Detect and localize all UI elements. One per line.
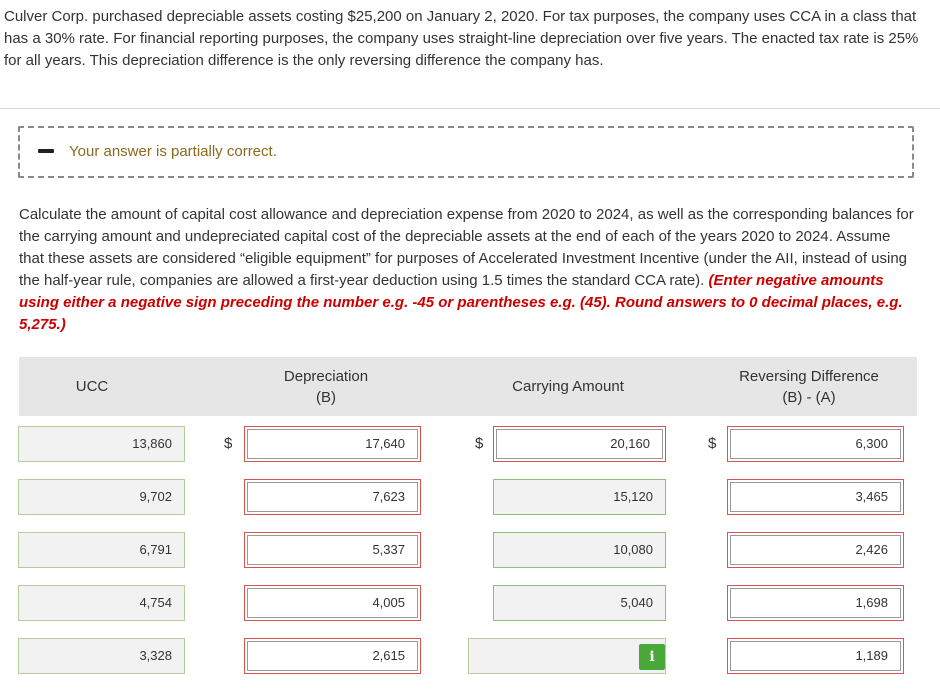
info-icon[interactable]: i xyxy=(639,644,665,670)
table-header xyxy=(19,357,917,416)
currency-symbol: $ xyxy=(708,435,717,452)
reversing-difference-input[interactable]: 6,300 xyxy=(727,426,904,462)
reversing-difference-input[interactable]: 2,426 xyxy=(727,532,904,568)
ucc-field: 3,328 xyxy=(18,638,185,674)
divider xyxy=(0,108,940,109)
ucc-field: 6,791 xyxy=(18,532,185,568)
header-reversing-difference: Reversing Difference (B) - (A) xyxy=(739,367,879,406)
table-row xyxy=(0,585,940,621)
carrying-amount-input[interactable]: 15,120 xyxy=(493,479,666,515)
depreciation-input[interactable]: 7,623 xyxy=(244,479,421,515)
table-row xyxy=(0,532,940,568)
depreciation-input[interactable]: 2,615 xyxy=(244,638,421,674)
ucc-field: 13,860 xyxy=(18,426,185,462)
ucc-field: 4,754 xyxy=(18,585,185,621)
depreciation-input[interactable]: 4,005 xyxy=(244,585,421,621)
header-depreciation: Depreciation (B) xyxy=(283,367,369,406)
question-instruction: (Enter negative amounts using either a negative sign preceding the number e.g. -45 or parentheses e.g. (45). Round answers to 0 decimal places, e.g. 5,275.) xyxy=(19,272,903,333)
carrying-amount-input[interactable]: 5,040 xyxy=(493,585,666,621)
carrying-amount-input[interactable]: 10,080 xyxy=(493,532,666,568)
reversing-difference-input[interactable]: 1,189 xyxy=(727,638,904,674)
table-row xyxy=(0,426,940,462)
partial-correct-banner xyxy=(18,126,914,178)
header-carrying-amount: Carrying Amount xyxy=(512,378,624,395)
reversing-difference-input[interactable]: 3,465 xyxy=(727,479,904,515)
header-ucc: UCC xyxy=(75,378,109,395)
ucc-field: 9,702 xyxy=(18,479,185,515)
depreciation-input[interactable]: 5,337 xyxy=(244,532,421,568)
question-body: Calculate the amount of capital cost allowance and depreciation expense from 2020 to 2024, as well as the corresponding balances for the carrying amount and undepreciated capital cost of the depreciable assets at the end of each of the years 2020 to 2024. Assume that these assets are considered “eligible equipment” for purposes of Accelerated Investment Incentive (under the AII, instead of using the half-year rule, companies are allowed a first-year deduction using 1.5 times the standard CCA rate). xyxy=(19,206,914,289)
carrying-amount-input[interactable]: 20,160 xyxy=(493,426,666,462)
question-text xyxy=(19,204,919,336)
depreciation-input[interactable]: 17,640 xyxy=(244,426,421,462)
currency-symbol: $ xyxy=(224,435,233,452)
status-text: Your answer is partially correct. xyxy=(69,143,277,160)
table-row xyxy=(0,479,940,515)
carrying-amount-field[interactable] xyxy=(468,638,666,674)
table-row xyxy=(0,638,940,674)
problem-intro: Culver Corp. purchased depreciable assets costing $25,200 on January 2, 2020. For tax purposes, the company uses CCA in a class that has a 30% rate. For financial reporting purposes, the company uses straight-line depreciation over five years. The enacted tax rate is 25% for all years. This depreciation difference is the only reversing difference the company has. xyxy=(4,8,919,69)
minus-icon xyxy=(38,149,54,153)
currency-symbol: $ xyxy=(475,435,484,452)
reversing-difference-input[interactable]: 1,698 xyxy=(727,585,904,621)
